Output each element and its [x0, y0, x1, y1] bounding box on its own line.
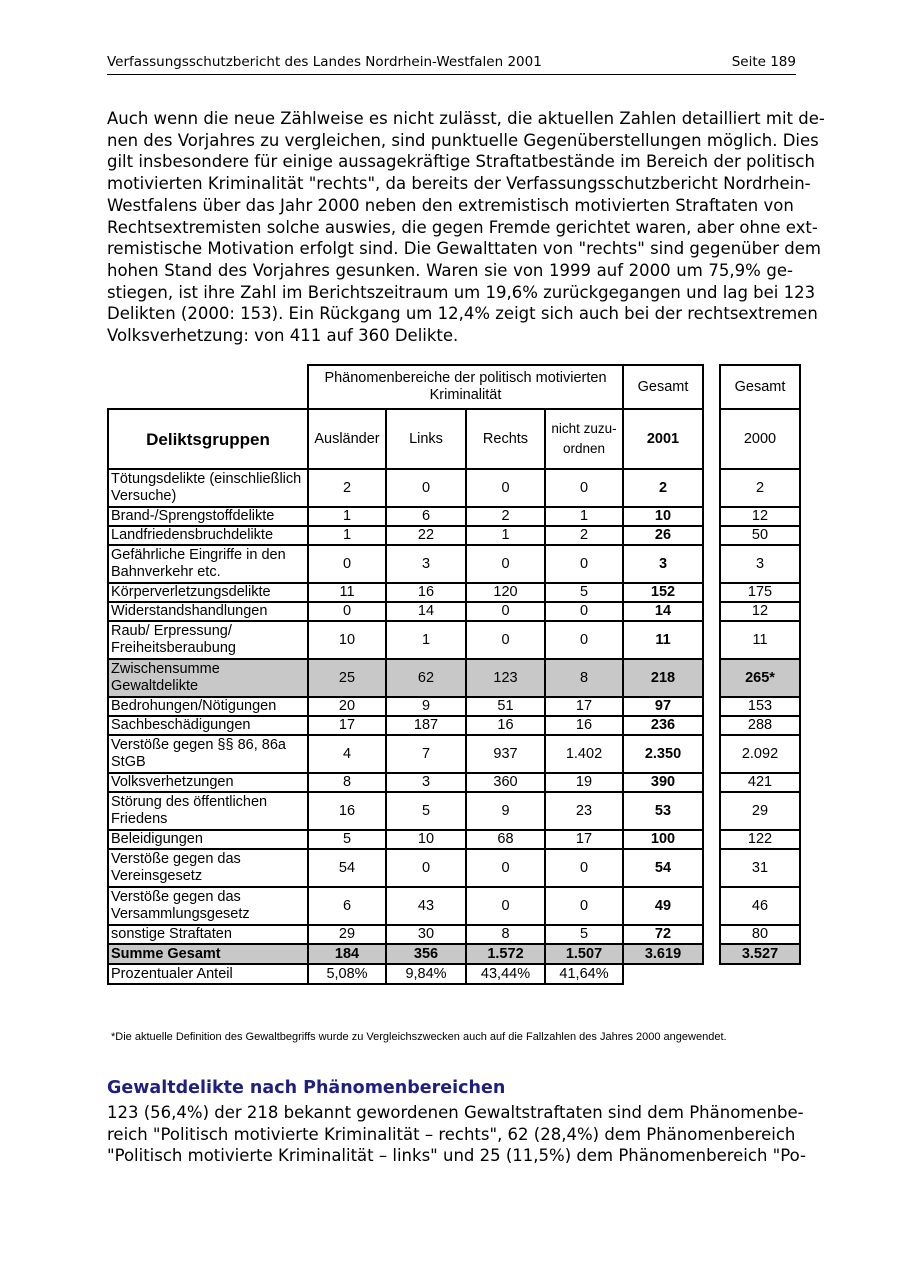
cell-rechts: 123 [466, 659, 545, 697]
section-paragraph [107, 1102, 806, 1167]
cell-nicht-zuzuordnen: 5 [545, 583, 623, 602]
cell-auslaender: 4 [308, 735, 386, 773]
cell-gesamt-2000: 2.092 [720, 735, 800, 773]
cell-nicht-zuzuordnen: 0 [545, 545, 623, 583]
cell-links: 9 [386, 697, 466, 716]
cell-gesamt-2000: 265* [720, 659, 800, 697]
header-title: Verfassungsschutzbericht des Landes Nordrhein-Westfalen 2001 [107, 54, 542, 70]
cell-links: 6 [386, 507, 466, 526]
cell-nicht-zuzuordnen: 16 [545, 716, 623, 735]
cell-links: 3 [386, 545, 466, 583]
row-label: Widerstandshandlungen [108, 602, 308, 621]
cell-gesamt-2001: 3.619 [623, 944, 703, 964]
cell-links: 5 [386, 792, 466, 830]
row-label: Summe Gesamt [108, 944, 308, 964]
cell-rechts: 51 [466, 697, 545, 716]
cell-gesamt-2001: 2 [623, 469, 703, 507]
table-row [108, 621, 800, 659]
page-number: Seite 189 [731, 54, 796, 70]
cell-gesamt-2001: 26 [623, 526, 703, 545]
cell-auslaender: 20 [308, 697, 386, 716]
cell-gesamt-2001: 53 [623, 792, 703, 830]
cell-nicht-zuzuordnen: 17 [545, 830, 623, 849]
cell-links: 0 [386, 469, 466, 507]
section-heading: Gewaltdelikte nach Phänomenbereichen [107, 1078, 506, 1098]
cell-rechts: 0 [466, 621, 545, 659]
cell-gesamt-2000: 421 [720, 773, 800, 792]
cell-gesamt-2000: 50 [720, 526, 800, 545]
row-label: Verstöße gegen §§ 86, 86a StGB [108, 735, 308, 773]
table-row [108, 697, 800, 716]
table-row [108, 830, 800, 849]
cell-gesamt-2000: 288 [720, 716, 800, 735]
table-row [108, 545, 800, 583]
text-line: hohen Stand des Vorjahres gesunken. Waren sie von 1999 auf 2000 um 75,9% ge- [107, 260, 793, 280]
cell-auslaender: 2 [308, 469, 386, 507]
col-header-auslaender: Ausländer [308, 409, 386, 469]
cell-links: 356 [386, 944, 466, 964]
table-row [108, 964, 800, 984]
cell-gesamt-2001: 390 [623, 773, 703, 792]
cell-auslaender: 1 [308, 526, 386, 545]
cell-gesamt-2000: 3 [720, 545, 800, 583]
cell-gesamt-2000: 12 [720, 507, 800, 526]
text-line: Westfalens über das Jahr 2000 neben den extremistisch motivierten Straftaten von [107, 195, 794, 215]
cell-nicht-zuzuordnen: 1.402 [545, 735, 623, 773]
cell-rechts: 0 [466, 469, 545, 507]
cell-auslaender: 8 [308, 773, 386, 792]
cell-rechts: 1 [466, 526, 545, 545]
cell-gesamt-2000: 12 [720, 602, 800, 621]
row-label: Sachbeschädigungen [108, 716, 308, 735]
table-row [108, 469, 800, 507]
cell-nicht-zuzuordnen: 17 [545, 697, 623, 716]
cell-rechts: 0 [466, 602, 545, 621]
cell-auslaender: 0 [308, 602, 386, 621]
text-line: remistische Motivation erfolgt sind. Die Gewalttaten von "rechts" sind gegenüber dem [107, 239, 821, 259]
row-label: Tötungsdelikte (einschließlich Versuche) [108, 469, 308, 507]
page-header [107, 52, 796, 75]
cell-links: 62 [386, 659, 466, 697]
table-row [108, 944, 800, 964]
table-row [108, 735, 800, 773]
text-line: Delikten (2000: 153). Ein Rückgang um 12,4% zeigt sich auch bei der rechtsextremen [107, 304, 818, 324]
cell-nicht-zuzuordnen: 1.507 [545, 944, 623, 964]
text-line: stiegen, ist ihre Zahl im Berichtszeitraum um 19,6% zurückgegangen und lag bei 123 [107, 282, 816, 302]
row-label: Beleidigungen [108, 830, 308, 849]
gesamt-2000-header: Gesamt [720, 365, 800, 409]
cell-links: 3 [386, 773, 466, 792]
cell-gesamt-2000: 122 [720, 830, 800, 849]
text-line: 123 (56,4%) der 218 bekannt gewordenen Gewaltstraftaten sind dem Phänomenbe- [107, 1103, 804, 1122]
row-label: Brand-/Sprengstoffdelikte [108, 507, 308, 526]
cell-nicht-zuzuordnen: 0 [545, 887, 623, 925]
cell-nicht-zuzuordnen: 0 [545, 849, 623, 887]
cell-gesamt-2001: 2.350 [623, 735, 703, 773]
cell-auslaender: 5 [308, 830, 386, 849]
text-line: Auch wenn die neue Zählweise es nicht zulässt, die aktuellen Zahlen detailliert mit de- [107, 109, 825, 128]
row-label: Bedrohungen/Nötigungen [108, 697, 308, 716]
text-line: "Politisch motivierte Kriminalität – links" und 25 (11,5%) dem Phänomenbereich "Po- [107, 1146, 806, 1166]
cell-rechts: 68 [466, 830, 545, 849]
row-label: Raub/ Erpressung/ Freiheitsberaubung [108, 621, 308, 659]
text-line: motivierten Kriminalität "rechts", da bereits der Verfassungsschutzbericht Nordrhein- [107, 174, 811, 194]
text-line: nen des Vorjahres zu vergleichen, sind punktuelle Gegenüberstellungen möglich. Dies [107, 130, 819, 150]
cell-links: 43 [386, 887, 466, 925]
cell-nicht-zuzuordnen: 0 [545, 469, 623, 507]
cell-links: 10 [386, 830, 466, 849]
cell-nicht-zuzuordnen: 23 [545, 792, 623, 830]
cell-auslaender: 184 [308, 944, 386, 964]
table-row [108, 716, 800, 735]
cell-auslaender: 17 [308, 716, 386, 735]
cell-gesamt-2000: 3.527 [720, 944, 800, 964]
cell-auslaender: 16 [308, 792, 386, 830]
text-line: gilt insbesondere für einige aussagekräftige Straftatbestände im Bereich der politisch [107, 152, 815, 172]
cell-links: 0 [386, 849, 466, 887]
col-header-rechts: Rechts [466, 409, 545, 469]
cell-rechts: 1.572 [466, 944, 545, 964]
cell-auslaender: 29 [308, 925, 386, 944]
cell-auslaender: 11 [308, 583, 386, 602]
cell-gesamt-2001: 54 [623, 849, 703, 887]
cell-gesamt-2000: 29 [720, 792, 800, 830]
year-2000-header: 2000 [720, 409, 800, 469]
row-label: Prozentualer Anteil [108, 964, 308, 984]
table-row [108, 583, 800, 602]
cell-gesamt-2000: 80 [720, 925, 800, 944]
cell-rechts: 8 [466, 925, 545, 944]
footnote: *Die aktuelle Definition des Gewaltbegriffs wurde zu Vergleichszwecken auch auf die Fallzahlen des Jahres 2000 angewendet. [111, 1031, 727, 1043]
table-row [108, 526, 800, 545]
cell-links: 1 [386, 621, 466, 659]
cell-auslaender: 10 [308, 621, 386, 659]
cell-auslaender: 1 [308, 507, 386, 526]
cell-gesamt-2001: 236 [623, 716, 703, 735]
cell-rechts: 937 [466, 735, 545, 773]
row-label: Landfriedensbruchdelikte [108, 526, 308, 545]
cell-gesamt-2000: 2 [720, 469, 800, 507]
cell-rechts: 9 [466, 792, 545, 830]
table-row [108, 602, 800, 621]
row-label: Verstöße gegen das Versammlungsgesetz [108, 887, 308, 925]
cell-nicht-zuzuordnen: 0 [545, 621, 623, 659]
cell-gesamt-2001: 11 [623, 621, 703, 659]
table-row [108, 792, 800, 830]
table-row [108, 925, 800, 944]
cell-gesamt-2000: 46 [720, 887, 800, 925]
row-label: Gefährliche Eingriffe in den Bahnverkehr etc. [108, 545, 308, 583]
row-label: sonstige Straftaten [108, 925, 308, 944]
cell-nicht-zuzuordnen: 0 [545, 602, 623, 621]
cell-rechts: 2 [466, 507, 545, 526]
cell-links: 7 [386, 735, 466, 773]
text-line: Volksverhetzung: von 411 auf 360 Delikte. [107, 326, 459, 346]
cell-gesamt-2001: 97 [623, 697, 703, 716]
cell-auslaender: 0 [308, 545, 386, 583]
phenomena-group-header: Phänomenbereiche der politisch motivierten Kriminalität [308, 365, 623, 409]
cell-auslaender: 5,08% [308, 964, 386, 984]
cell-nicht-zuzuordnen: 19 [545, 773, 623, 792]
table-row [108, 659, 800, 697]
statistics-table [107, 364, 801, 985]
year-2001-header: 2001 [623, 409, 703, 469]
cell-gesamt-2000: 11 [720, 621, 800, 659]
cell-auslaender: 6 [308, 887, 386, 925]
cell-gesamt-2001: 10 [623, 507, 703, 526]
gesamt-2001-header: Gesamt [623, 365, 703, 409]
row-label: Verstöße gegen das Vereinsgesetz [108, 849, 308, 887]
cell-rechts: 16 [466, 716, 545, 735]
cell-gesamt-2001: 49 [623, 887, 703, 925]
cell-links: 30 [386, 925, 466, 944]
cell-rechts: 0 [466, 887, 545, 925]
cell-links: 16 [386, 583, 466, 602]
text-line: reich "Politisch motivierte Kriminalität – rechts", 62 (28,4%) dem Phänomenbereich [107, 1124, 796, 1144]
cell-gesamt-2001: 14 [623, 602, 703, 621]
cell-nicht-zuzuordnen: 1 [545, 507, 623, 526]
cell-gesamt-2001: 72 [623, 925, 703, 944]
row-label: Volksverhetzungen [108, 773, 308, 792]
cell-gesamt-2000: 153 [720, 697, 800, 716]
cell-links: 14 [386, 602, 466, 621]
cell-rechts: 120 [466, 583, 545, 602]
cell-gesamt-2001: 3 [623, 545, 703, 583]
cell-gesamt-2001: 152 [623, 583, 703, 602]
cell-auslaender: 25 [308, 659, 386, 697]
row-label: Zwischensumme Gewaltdelikte [108, 659, 308, 697]
cell-gesamt-2001: 100 [623, 830, 703, 849]
cell-nicht-zuzuordnen: 2 [545, 526, 623, 545]
cell-rechts: 0 [466, 849, 545, 887]
col-header-nicht-zuzuordnen: nicht zuzu-ordnen [545, 409, 623, 469]
cell-nicht-zuzuordnen: 5 [545, 925, 623, 944]
cell-links: 9,84% [386, 964, 466, 984]
cell-gesamt-2000: 175 [720, 583, 800, 602]
deliktsgruppen-header: Deliktsgruppen [108, 409, 308, 469]
intro-paragraph [107, 108, 825, 347]
cell-gesamt-2000: 31 [720, 849, 800, 887]
table-row [108, 773, 800, 792]
col-header-links: Links [386, 409, 466, 469]
row-label: Körperverletzungsdelikte [108, 583, 308, 602]
text-line: Rechtsextremisten solche auswies, die gegen Fremde gerichtet waren, aber ohne ext- [107, 217, 818, 237]
table-row [108, 507, 800, 526]
cell-rechts: 0 [466, 545, 545, 583]
table-row [108, 887, 800, 925]
table-row [108, 849, 800, 887]
cell-links: 187 [386, 716, 466, 735]
cell-auslaender: 54 [308, 849, 386, 887]
cell-nicht-zuzuordnen: 41,64% [545, 964, 623, 984]
cell-rechts: 43,44% [466, 964, 545, 984]
cell-gesamt-2001: 218 [623, 659, 703, 697]
row-label: Störung des öffentlichen Friedens [108, 792, 308, 830]
cell-nicht-zuzuordnen: 8 [545, 659, 623, 697]
cell-links: 22 [386, 526, 466, 545]
cell-rechts: 360 [466, 773, 545, 792]
